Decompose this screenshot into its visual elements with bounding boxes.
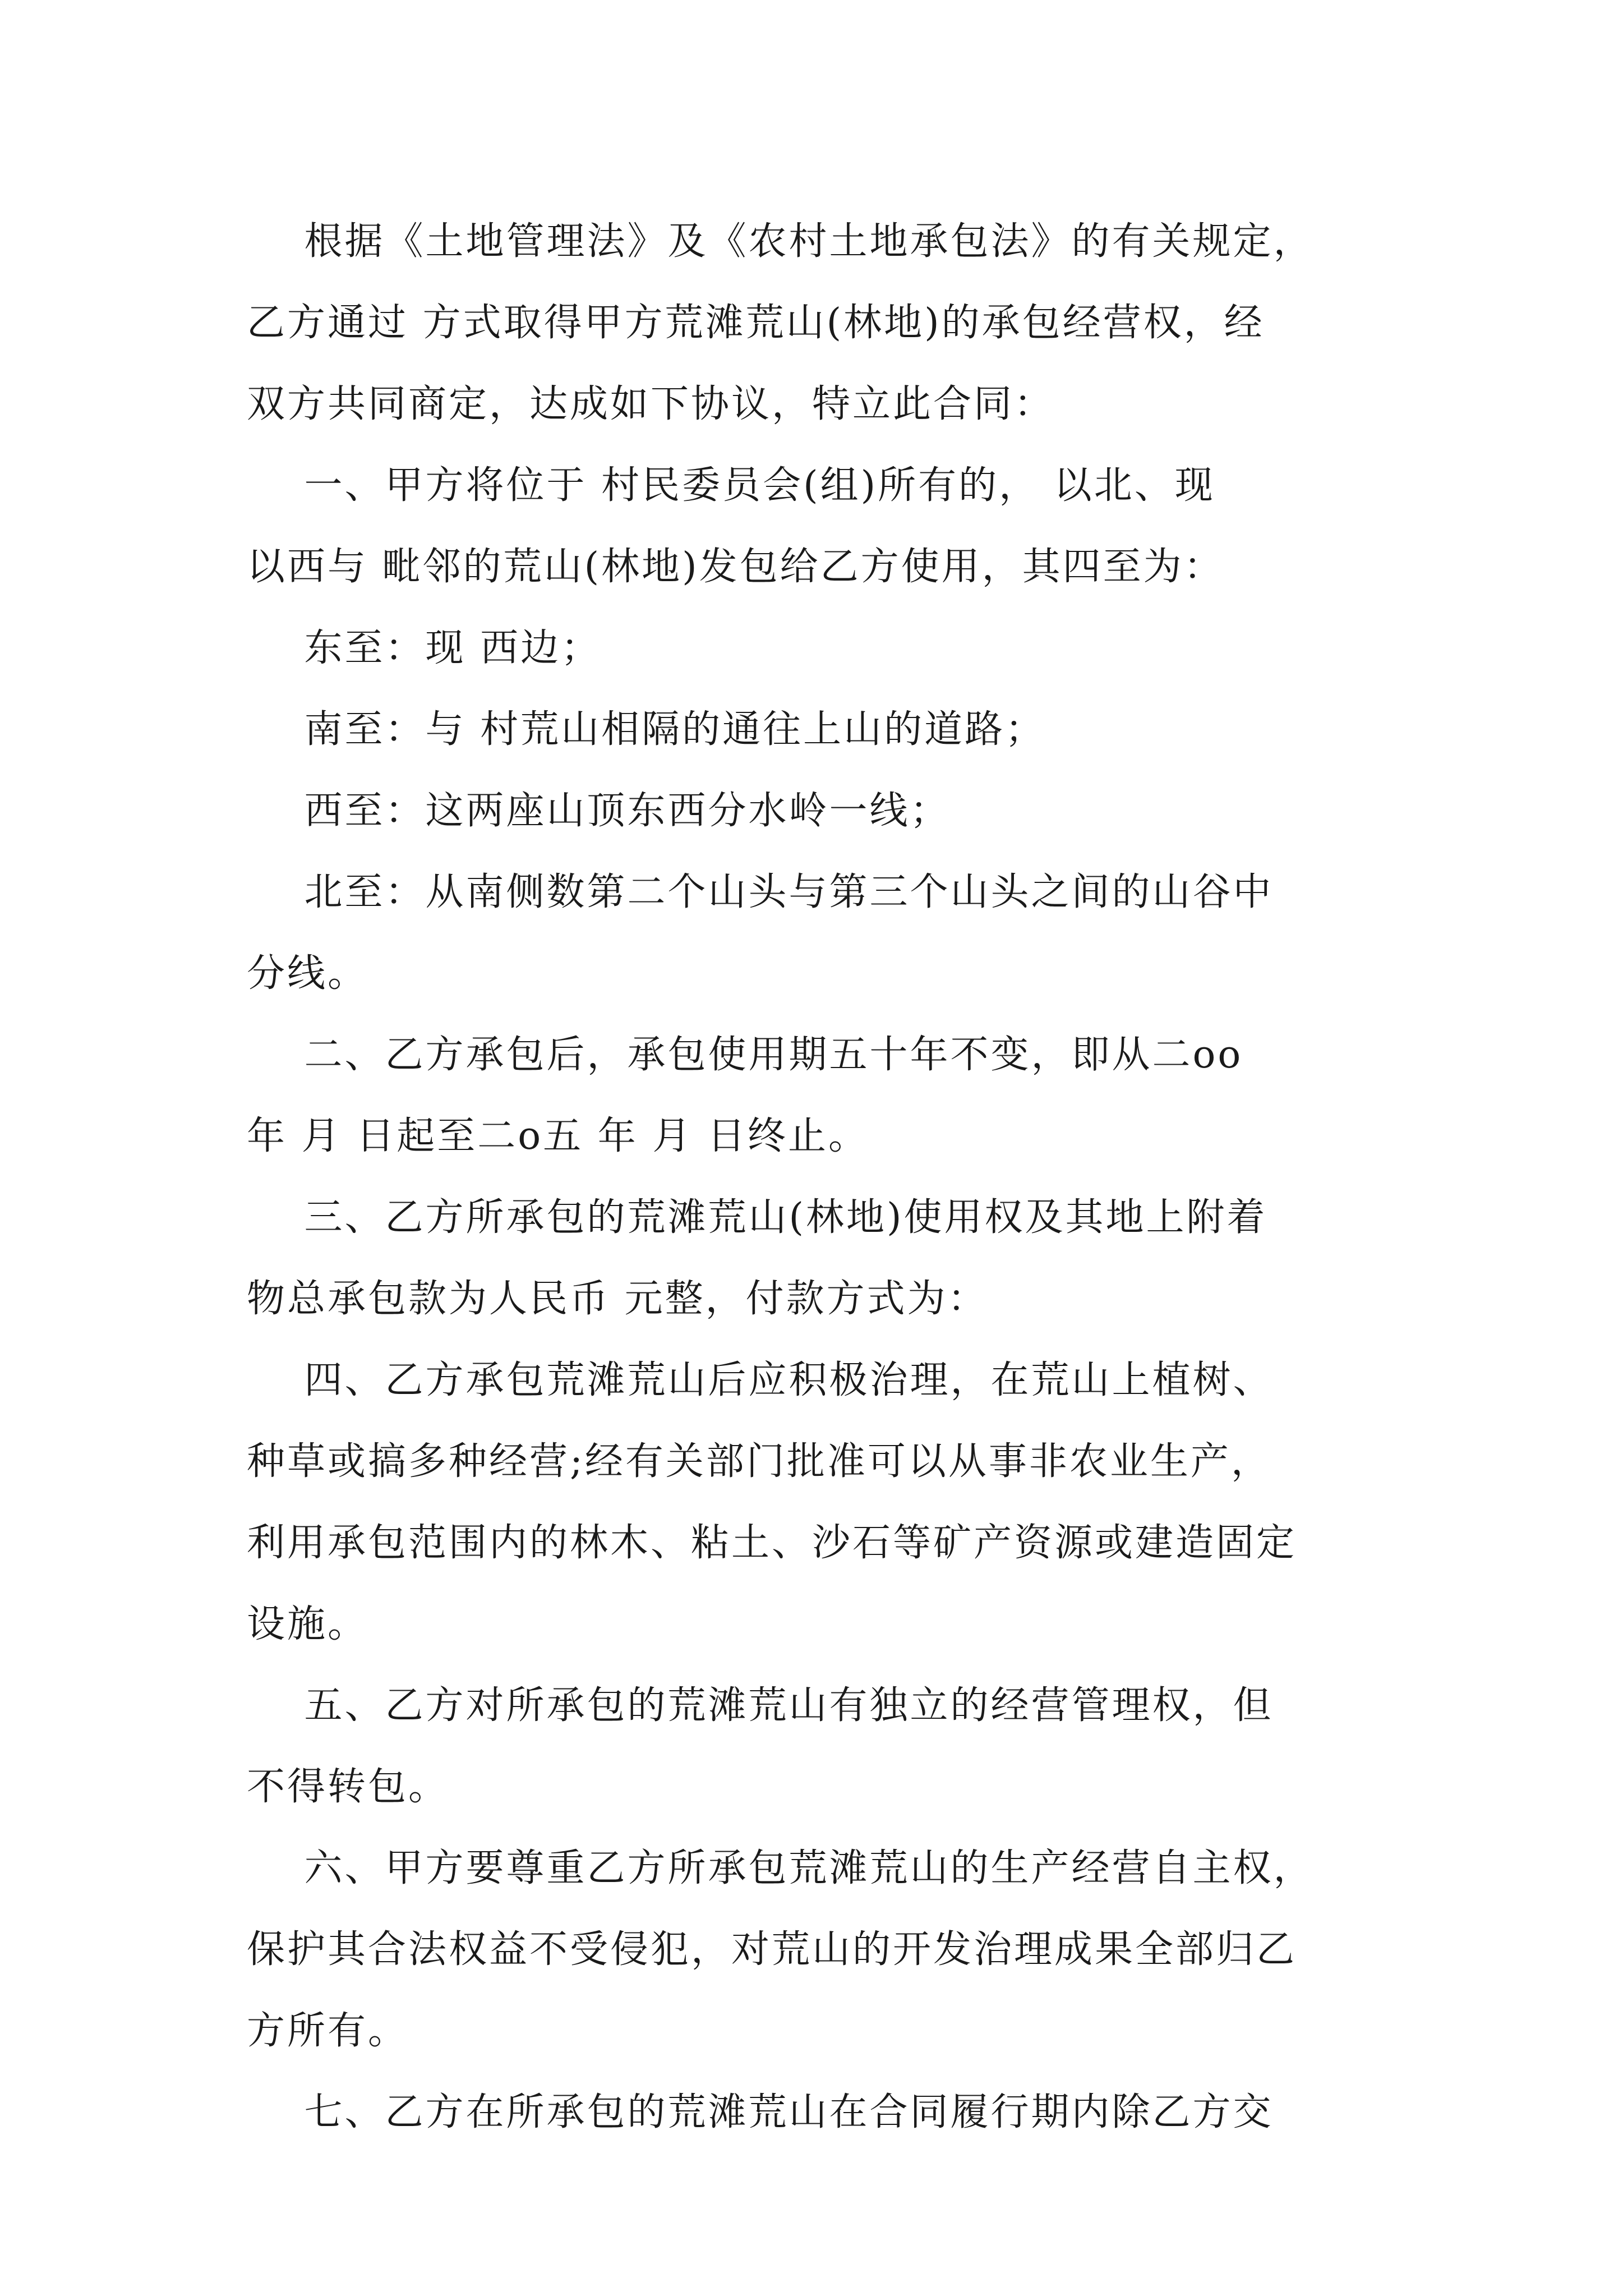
text-line: 二、乙方承包后，承包使用期五十年不变，即从二oo [247,1033,1243,1077]
text-line: 南至：与 村荒山相隔的通往上山的道路； [247,707,1046,752]
text-line: 利用承包范围内的林木、粘土、沙石等矿产资源或建造固定 [247,1521,1297,1565]
text-line: 根据《土地管理法》及《农村土地承包法》的有关规定， [247,219,1314,264]
text-line: 五、乙方对所承包的荒滩荒山有独立的经营管理权，但 [247,1683,1274,1728]
text-line: 物总承包款为人民币 元整，付款方式为： [247,1277,988,1321]
text-line: 西至：这两座山顶东西分水岭一线； [247,789,951,833]
text-line: 方所有。 [247,2009,409,2053]
text-line: 乙方通过 方式取得甲方荒滩荒山(林地)的承包经营权，经 [247,301,1265,345]
text-line: 不得转包。 [247,1765,449,1809]
contract-body [247,201,1391,2153]
text-line: 四、乙方承包荒滩荒山后应积极治理，在荒山上植树、 [247,1358,1274,1402]
text-line: 东至：现 西边； [247,626,602,670]
text-line: 保护其合法权益不受侵犯，对荒山的开发治理成果全部归乙 [247,1927,1297,1972]
text-line: 北至：从南侧数第二个山头与第三个山头之间的山谷中 [247,870,1274,914]
text-line: 双方共同商定，达成如下协议，特立此合同： [247,382,1055,426]
text-line: 七、乙方在所承包的荒滩荒山在合同履行期内除乙方交 [247,2090,1274,2134]
text-line: 以西与 毗邻的荒山(林地)发包给乙方使用，其四至为： [247,545,1224,589]
text-line: 六、甲方要尊重乙方所承包荒滩荒山的生产经营自主权， [247,1846,1314,1890]
text-line: 一、甲方将位于 村民委员会(组)所有的， 以北、现 [247,463,1215,508]
text-line: 设施。 [247,1602,368,1646]
text-line: 年 月 日起至二o五 年 月 日终止。 [247,1114,869,1158]
text-line: 种草或搞多种经营;经有关部门批准可以从事非农业生产， [247,1439,1271,1484]
text-line: 分线。 [247,951,368,996]
text-line: 三、乙方所承包的荒滩荒山(林地)使用权及其地上附着 [247,1195,1267,1240]
